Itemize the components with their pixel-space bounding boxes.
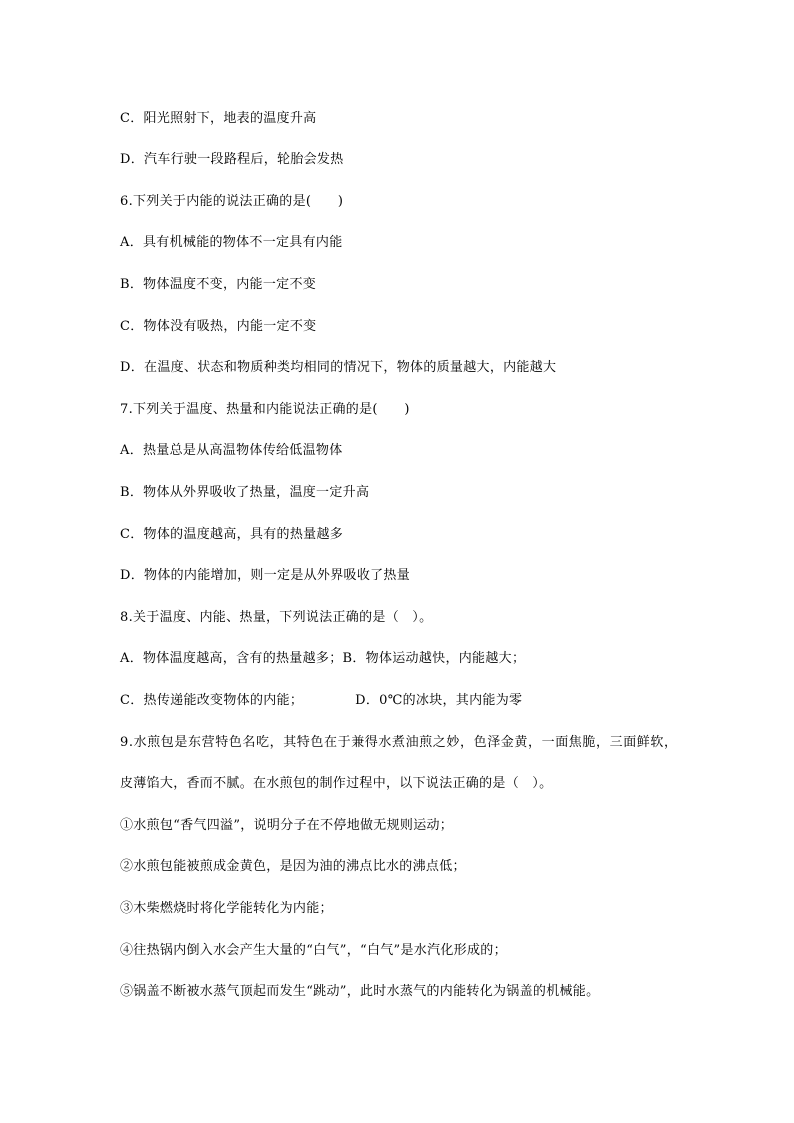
question-9-stem-line-1: 9.水煎包是东营特色名吃，其特色在于兼得水煮油煎之妙，色泽金黄，一面焦脆，三面鲜软， — [120, 735, 678, 750]
option-d-q5: D．汽车行驶一段路程后，轮胎会发热 — [120, 152, 344, 167]
question-9-stem-line-2: 皮薄馅大，香而不腻。在水煎包的制作过程中，以下说法正确的是（ ）。 — [120, 776, 553, 791]
option-c-q8: C．热传递能改变物体的内能； — [120, 693, 304, 708]
option-d-q8: D．0℃的冰块，其内能为零 — [355, 693, 523, 708]
question-8-stem: 8.关于温度、内能、热量，下列说法正确的是（ ）。 — [120, 610, 433, 625]
question-6-stem: 6.下列关于内能的说法正确的是( ) — [120, 194, 344, 209]
option-a-q6: A．具有机械能的物体不一定具有内能 — [120, 235, 343, 250]
option-b-q7: B．物体从外界吸收了热量，温度一定升高 — [120, 485, 370, 500]
option-c-q6: C．物体没有吸热，内能一定不变 — [120, 319, 317, 334]
statement-1-q9: ①水煎包“香气四溢”，说明分子在不停地做无规则运动； — [120, 818, 454, 833]
statement-3-q9: ③木柴燃烧时将化学能转化为内能； — [120, 901, 333, 916]
option-a-q7: A．热量总是从高温物体传给低温物体 — [120, 443, 343, 458]
option-d-q7: D．物体的内能增加，则一定是从外界吸收了热量 — [120, 568, 411, 583]
option-b-q6: B．物体温度不变，内能一定不变 — [120, 277, 317, 292]
statement-4-q9: ④往热锅内倒入水会产生大量的“白气”，“白气”是水汽化形成的； — [120, 943, 507, 958]
option-c-q7: C．物体的温度越高，具有的热量越多 — [120, 527, 344, 542]
option-d-q6: D．在温度、状态和物质种类均相同的情况下，物体的质量越大，内能越大 — [120, 360, 557, 375]
option-c-q5: C．阳光照射下，地表的温度升高 — [120, 111, 317, 126]
statement-2-q9: ②水煎包能被煎成金黄色，是因为油的沸点比水的沸点低； — [120, 859, 466, 874]
options-a-b-q8: A．物体温度越高，含有的热量越多；B．物体运动越快，内能越大； — [120, 651, 526, 666]
statement-5-q9: ⑤锅盖不断被水蒸气顶起而发生“跳动”，此时水蒸气的内能转化为锅盖的机械能。 — [120, 984, 600, 999]
question-7-stem: 7.下列关于温度、热量和内能说法正确的是( ) — [120, 402, 410, 417]
options-c-d-q8 — [120, 692, 720, 710]
